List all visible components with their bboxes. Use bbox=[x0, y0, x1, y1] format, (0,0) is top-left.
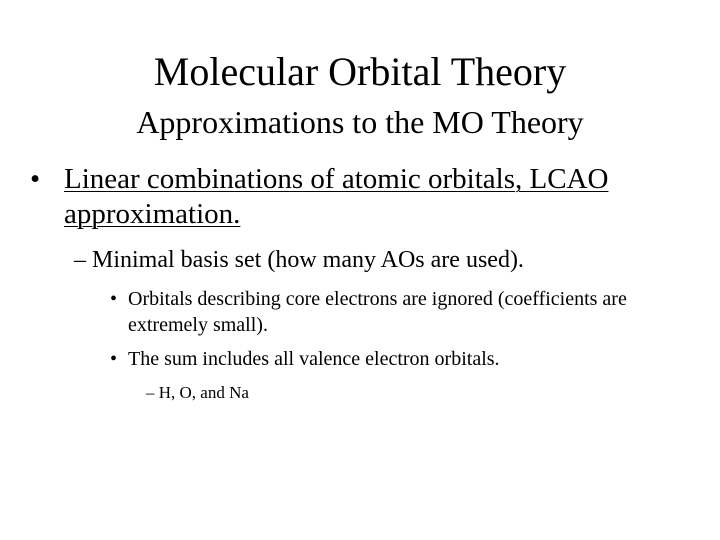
bullet-marker: • bbox=[110, 348, 118, 370]
bullet-level3-text: The sum includes all valence electron orbitals. bbox=[128, 348, 500, 370]
bullet-level1 bbox=[30, 162, 690, 232]
bullet-level4-text: – H, O, and Na bbox=[146, 383, 249, 402]
bullet-marker: • bbox=[110, 288, 118, 310]
bullet-level3-item bbox=[110, 346, 700, 372]
bullet-level1-text: Linear combinations of atomic orbitals, LCAO approximation. bbox=[64, 163, 609, 230]
bullet-level2-text: – Minimal basis set (how many AOs are used). bbox=[74, 247, 524, 273]
slide-title: Molecular Orbital Theory bbox=[153, 49, 567, 94]
slide-subtitle: Approximations to the MO Theory bbox=[136, 104, 584, 140]
bullet-level3-text: Orbitals describing core electrons are ignored (coefficients are extremely small). bbox=[128, 288, 627, 336]
bullet-marker: • bbox=[30, 163, 41, 195]
bullet-level3-item bbox=[110, 286, 700, 338]
